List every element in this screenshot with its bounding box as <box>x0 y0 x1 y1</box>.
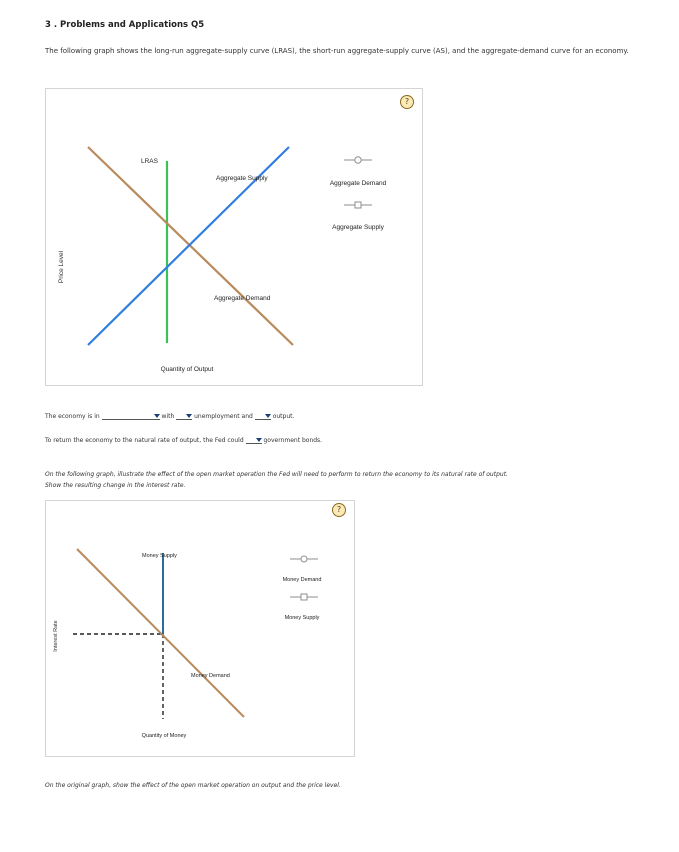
ad-as-graph-panel <box>45 88 423 386</box>
x-axis-label: Quantity of Output <box>160 366 214 373</box>
help-icon[interactable]: ? <box>332 503 346 517</box>
problem-heading: 3 . Problems and Applications Q5 <box>45 20 205 30</box>
unemployment-level-dropdown[interactable] <box>176 413 192 420</box>
legend-md-label: Money Demand <box>282 577 322 583</box>
legend-ms-label: Money Supply <box>284 615 320 621</box>
bond-action-dropdown[interactable] <box>246 437 262 444</box>
question-row-1 <box>45 413 294 420</box>
help-icon[interactable]: ? <box>400 95 414 109</box>
legend-ad-label: Aggregate Demand <box>329 180 387 187</box>
ad-as-graph[interactable] <box>46 89 422 385</box>
q2-text-1: To return the economy to the natural rate of output, the Fed could <box>45 437 244 444</box>
money-demand-line[interactable] <box>77 549 244 717</box>
q1-text-1: The economy is in <box>45 413 100 420</box>
x-axis-label: Quantity of Money <box>141 733 187 739</box>
q2-text-2: government bonds. <box>263 437 323 444</box>
question-row-2 <box>45 437 322 444</box>
q1-text-2: with <box>161 413 175 420</box>
money-demand-label: Money Demand <box>191 673 230 679</box>
chevron-down-icon <box>186 414 192 418</box>
q1-text-4: output. <box>272 413 295 420</box>
chevron-down-icon <box>256 438 262 442</box>
legend-money-supply-tool[interactable] <box>285 594 320 621</box>
output-level-dropdown[interactable] <box>255 413 271 420</box>
chevron-down-icon <box>154 414 160 418</box>
legend-money-demand-tool[interactable] <box>283 556 322 583</box>
ad-curve-label: Aggregate Demand <box>214 295 271 302</box>
intro-text: The following graph shows the long-run aggregate-supply curve (LRAS), the short-run aggregate-supply curve (AS), and the aggregate-demand curve for an economy. <box>45 47 629 55</box>
as-curve-label: Aggregate Supply <box>216 175 268 182</box>
money-market-graph[interactable] <box>46 501 354 756</box>
economy-state-dropdown[interactable] <box>102 413 160 420</box>
footer-instruction: On the original graph, show the effect of the open market operation on output and the price level. <box>45 782 341 789</box>
lras-label: LRAS <box>141 158 158 165</box>
q1-text-3: unemployment and <box>194 413 253 420</box>
money-supply-label: Money Supply <box>142 553 177 559</box>
chevron-down-icon <box>265 414 271 418</box>
instruction-text: On the following graph, illustrate the effect of the open market operation the Fed will need to perform to return the economy to its natural rate of output. Show the resulting change in the interest rate. <box>45 471 508 489</box>
y-axis-label: Price Level <box>58 250 65 284</box>
legend-aggregate-demand-tool[interactable] <box>330 157 387 187</box>
money-market-graph-panel <box>45 500 355 757</box>
legend-aggregate-supply-tool[interactable] <box>332 202 384 231</box>
legend-as-label: Aggregate Supply <box>332 224 384 231</box>
y-axis-label: Interest Rate <box>53 620 59 652</box>
